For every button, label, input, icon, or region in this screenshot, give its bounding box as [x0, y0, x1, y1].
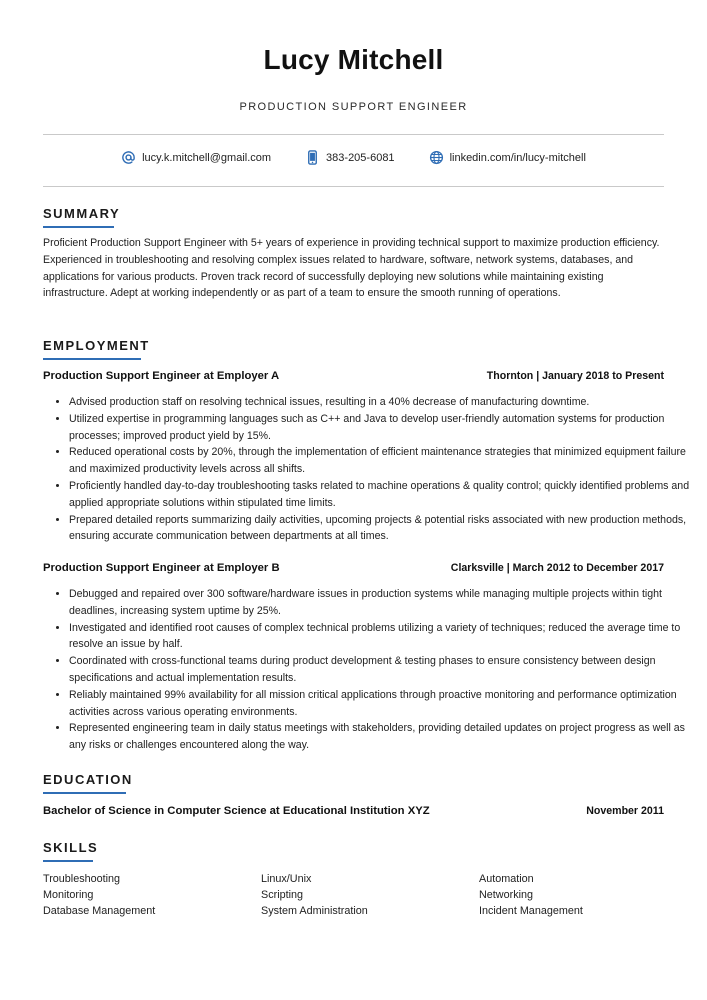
job-bullet: • Coordinated with cross-functional teams during product development & testing phases to ensure consistency between design specifications and actual implementation results. [69, 653, 690, 687]
contact-email-text: lucy.k.mitchell@gmail.com [142, 151, 272, 164]
skills-grid [43, 871, 664, 920]
summary-underline [43, 226, 114, 228]
skill-item: Networking [479, 889, 534, 902]
employment-underline [43, 358, 141, 360]
job-bullet: • Represented engineering team in daily status meetings with stakeholders, providing detailed updates on project progress as well as any risks or challenges encountered along the way. [69, 720, 690, 754]
contact-linkedin-text: linkedin.com/in/lucy-mitchell [449, 151, 586, 164]
skill-item: Monitoring [43, 889, 94, 902]
education-underline [43, 792, 126, 794]
at-sign-icon [121, 150, 136, 165]
job-bullet: • Prepared detailed reports summarizing daily activities, upcoming projects & potential risks associated with new production methods, ensuring accurate communication between departments at all times. [69, 512, 690, 546]
contact-row [43, 150, 664, 165]
header-divider-bottom [43, 186, 664, 187]
skills-underline [43, 860, 93, 862]
job-bullet: • Reduced operational costs by 20%, through the implementation of efficient maintenance strategies that minimized equipment failure and maximized productivity levels across all shifts. [69, 444, 690, 478]
job-role: Production Support Engineer at Employer A [43, 370, 280, 382]
summary-text: Proficient Production Support Engineer with 5+ years of experience in providing technical support to maximize production efficiency. Experienced in troubleshooting and resolving complex issues related to hardware, software, network systems, databases, and applications for various products. Proven track record of successfully deploying new solutions while maintaining existing infrastructure. Adept at working independently or as part of a team to ensure the smooth running of operations. [43, 237, 660, 300]
contact-linkedin[interactable] [429, 150, 586, 165]
skill-item: Incident Management [479, 905, 583, 918]
candidate-title: PRODUCTION SUPPORT ENGINEER [239, 101, 468, 113]
summary-heading: SUMMARY [43, 206, 121, 221]
job-bullet: • Debugged and repaired over 300 software/hardware issues in production systems while managing multiple projects within tight deadlines, increasing system uptime by 25%. [69, 586, 690, 620]
candidate-name: Lucy Mitchell [263, 44, 444, 75]
job-bullet: • Proficiently handled day-to-day troubleshooting tasks related to machine operations & quality control; quickly identified problems and applied appropriate solutions within stipulated time limits. [69, 478, 690, 512]
job-bullet: • Reliably maintained 99% availability for all mission critical applications through proactive monitoring and performance optimization activities across various operating environments. [69, 687, 690, 721]
job-bullets [43, 586, 690, 754]
skill-item: Troubleshooting [43, 873, 121, 885]
contact-phone-text: 383-205-6081 [326, 151, 395, 164]
skills-heading: SKILLS [43, 840, 99, 855]
skill-item: Scripting [261, 889, 304, 902]
skill-item: System Administration [261, 905, 368, 918]
job-role: Production Support Engineer at Employer B [43, 562, 280, 574]
contact-phone[interactable] [305, 150, 395, 165]
skill-item: Database Management [43, 905, 156, 918]
job-bullet: • Investigated and identified root causes of complex technical problems utilizing a variety of techniques; reduced the average time to resolve an issue by half. [69, 620, 690, 654]
education-heading: EDUCATION [43, 772, 133, 787]
skill-item: Automation [479, 873, 534, 885]
education-degree: Bachelor of Science in Computer Science at Educational Institution XYZ [43, 805, 430, 817]
phone-icon [305, 150, 320, 165]
education-date: November 2011 [586, 805, 664, 817]
header-divider-top [43, 134, 664, 135]
job-bullet: • Utilized expertise in programming languages such as C++ and Java to develop user-friendly automation systems for production processes; improved product yield by 15%. [69, 411, 690, 445]
job-location-dates: Thornton | January 2018 to Present [486, 370, 664, 382]
job-bullets [43, 394, 690, 545]
skill-item: Linux/Unix [261, 873, 312, 885]
job-bullet: • Advised production staff on resolving technical issues, resulting in a 40% decrease of manufacturing downtime. [69, 394, 690, 411]
contact-email[interactable] [121, 150, 271, 165]
employment-heading: EMPLOYMENT [43, 338, 150, 353]
job-location-dates: Clarksville | March 2012 to December 2017 [450, 562, 664, 574]
globe-icon [429, 150, 444, 165]
